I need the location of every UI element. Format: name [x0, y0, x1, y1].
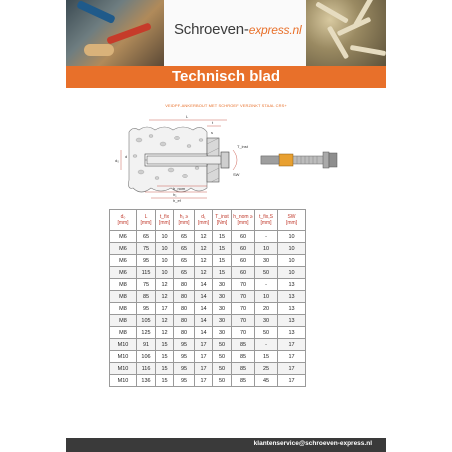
table-cell: 50: [255, 327, 278, 339]
table-cell: 10: [156, 255, 174, 267]
contact-email: klantenservice@schroeven-express.nl: [253, 440, 372, 447]
table-cell: 25: [255, 363, 278, 375]
table-cell: 10: [156, 231, 174, 243]
column-header: [255, 210, 278, 231]
table-cell: 106: [137, 351, 156, 363]
anchor-bolt-product-icon: [261, 152, 337, 168]
table-cell: 15: [213, 255, 232, 267]
table-cell: 30: [213, 279, 232, 291]
column-header: [278, 210, 306, 231]
table-cell: 17: [156, 303, 174, 315]
table-cell: 14: [195, 327, 213, 339]
table-cell: 65: [137, 231, 156, 243]
column-header-text: [mm]: [158, 220, 171, 226]
table-cell: 85: [137, 291, 156, 303]
table-cell: M10: [110, 363, 137, 375]
table-cell: 30: [255, 315, 278, 327]
dim-label-hnom: h_nom: [173, 186, 186, 191]
table-cell: -: [255, 339, 278, 351]
table-cell: M6: [110, 243, 137, 255]
table-cell: 50: [213, 339, 232, 351]
table-cell: 50: [213, 375, 232, 387]
column-header-text: t_fix: [159, 214, 170, 220]
table-cell: 95: [174, 339, 195, 351]
table-row: [110, 231, 306, 243]
table-cell: 15: [156, 339, 174, 351]
table-cell: M6: [110, 255, 137, 267]
column-header-text: T_inst: [215, 214, 229, 220]
table-cell: 105: [137, 315, 156, 327]
page-title: Technisch blad: [171, 68, 281, 85]
table-row: [110, 279, 306, 291]
table-cell: 15: [156, 351, 174, 363]
table-cell: 15: [255, 351, 278, 363]
table-cell: 65: [174, 267, 195, 279]
table-cell: 17: [195, 351, 213, 363]
dim-label-tinst: T_inst: [237, 144, 248, 149]
table-cell: 10: [278, 267, 306, 279]
table-cell: 12: [156, 291, 174, 303]
column-header-text: d₁: [201, 214, 206, 220]
table-cell: 70: [232, 327, 255, 339]
table-row: [110, 327, 306, 339]
table-cell: 17: [278, 363, 306, 375]
table-cell: 17: [278, 339, 306, 351]
table-row: [110, 291, 306, 303]
table-row: [110, 267, 306, 279]
column-header-text: h_nom ≥: [233, 214, 253, 220]
table-cell: 14: [195, 315, 213, 327]
table-cell: 60: [232, 267, 255, 279]
table-cell: 65: [174, 243, 195, 255]
table-cell: 10: [278, 255, 306, 267]
table-cell: 17: [195, 363, 213, 375]
table-row: [110, 351, 306, 363]
table-cell: 13: [278, 303, 306, 315]
table-cell: 30: [213, 291, 232, 303]
title-bar: [66, 66, 386, 88]
table-cell: M8: [110, 315, 137, 327]
column-header: [137, 210, 156, 231]
table-cell: 80: [174, 327, 195, 339]
table-cell: 17: [278, 351, 306, 363]
table-row: [110, 255, 306, 267]
table-cell: 20: [255, 303, 278, 315]
table-cell: 60: [232, 255, 255, 267]
table-cell: 10: [255, 291, 278, 303]
table-cell: 95: [174, 375, 195, 387]
column-header-text: [mm]: [140, 220, 152, 226]
footer-bar: [66, 438, 386, 452]
table-cell: 17: [195, 339, 213, 351]
header-photo-screws: [306, 0, 386, 66]
specification-table: [109, 209, 306, 387]
table-cell: 30: [255, 255, 278, 267]
table-cell: 30: [213, 303, 232, 315]
table-row: [110, 315, 306, 327]
column-header-text: [mm]: [285, 220, 298, 226]
table-cell: 13: [278, 327, 306, 339]
column-header-text: [mm]: [178, 220, 190, 226]
column-header-text: [mm]: [237, 220, 249, 226]
table-cell: -: [255, 279, 278, 291]
column-header: [213, 210, 232, 231]
brand-logo: Schroeven-express.nl: [174, 21, 302, 38]
table-cell: 13: [278, 279, 306, 291]
table-cell: 85: [232, 363, 255, 375]
table-row: [110, 363, 306, 375]
table-cell: M10: [110, 351, 137, 363]
column-header-text: L: [144, 214, 148, 220]
table-cell: 12: [156, 279, 174, 291]
table-cell: 136: [137, 375, 156, 387]
table-cell: 75: [137, 279, 156, 291]
table-row: [110, 243, 306, 255]
table-cell: 15: [213, 267, 232, 279]
table-row: [110, 375, 306, 387]
table-cell: 14: [195, 291, 213, 303]
table-cell: 85: [232, 375, 255, 387]
column-header-text: [mm]: [117, 220, 129, 226]
table-cell: 12: [156, 327, 174, 339]
dim-label-s: s: [211, 130, 213, 135]
table-cell: 10: [278, 231, 306, 243]
table-cell: 95: [174, 351, 195, 363]
table-cell: 75: [137, 243, 156, 255]
dim-label-sw: SW: [233, 172, 240, 177]
table-cell: 70: [232, 303, 255, 315]
table-cell: 13: [278, 291, 306, 303]
table-row: [110, 303, 306, 315]
header-banner: [66, 0, 386, 66]
table-cell: 14: [195, 303, 213, 315]
table-cell: 50: [213, 363, 232, 375]
table-cell: 80: [174, 279, 195, 291]
table-cell: 95: [137, 303, 156, 315]
table-cell: 10: [255, 243, 278, 255]
table-cell: 70: [232, 315, 255, 327]
table-cell: 125: [137, 327, 156, 339]
table-row: [110, 339, 306, 351]
column-header-text: [Nm]: [216, 220, 228, 226]
table-cell: -: [255, 231, 278, 243]
table-cell: 60: [232, 231, 255, 243]
table-cell: 15: [213, 243, 232, 255]
table-cell: 45: [255, 375, 278, 387]
column-header-text: t_fix,S: [259, 214, 273, 220]
table-cell: 95: [174, 363, 195, 375]
table-cell: 10: [278, 243, 306, 255]
column-header-text: [mm]: [260, 220, 272, 226]
table-cell: 80: [174, 315, 195, 327]
table-cell: 13: [278, 315, 306, 327]
dim-label-d0: d₀: [115, 158, 119, 163]
table-cell: 95: [137, 255, 156, 267]
table-cell: 14: [195, 279, 213, 291]
table-cell: 17: [278, 375, 306, 387]
dim-label-h1: h₁: [173, 192, 177, 197]
column-header-text: SW: [287, 214, 296, 220]
table-cell: 12: [156, 315, 174, 327]
column-header: [232, 210, 255, 231]
dim-label-hef: h_ef: [173, 198, 181, 203]
column-header-text: [mm]: [197, 220, 210, 226]
table-cell: M10: [110, 375, 137, 387]
column-header: [174, 210, 195, 231]
table-cell: 80: [174, 303, 195, 315]
dim-label-L: L: [186, 114, 189, 119]
table-cell: 85: [232, 351, 255, 363]
table-cell: 12: [195, 267, 213, 279]
table-cell: 60: [232, 243, 255, 255]
table-cell: 85: [232, 339, 255, 351]
table-cell: 65: [174, 231, 195, 243]
table-cell: 70: [232, 291, 255, 303]
table-cell: 10: [156, 267, 174, 279]
table-cell: 10: [156, 243, 174, 255]
column-header-text: h₁ ≥: [179, 214, 189, 220]
table-cell: 70: [232, 279, 255, 291]
table-header-row: [110, 210, 306, 231]
table-cell: 12: [195, 243, 213, 255]
table-cell: M8: [110, 303, 137, 315]
table-cell: M6: [110, 267, 137, 279]
table-cell: 12: [195, 255, 213, 267]
dim-label-d: d: [125, 154, 128, 159]
table-cell: 30: [213, 315, 232, 327]
table-cell: 15: [156, 363, 174, 375]
table-cell: 12: [195, 231, 213, 243]
table-cell: M8: [110, 279, 137, 291]
table-cell: 65: [174, 255, 195, 267]
table-cell: 50: [255, 267, 278, 279]
table-cell: M8: [110, 291, 137, 303]
dim-label-t: t: [212, 120, 214, 125]
table-cell: 15: [213, 231, 232, 243]
table-cell: 80: [174, 291, 195, 303]
table-cell: M8: [110, 327, 137, 339]
column-header: [156, 210, 174, 231]
product-subtitle: VEIDPF-ANKERBOUT MET SCHROEF VERZINKT STAAL CRS+: [165, 103, 287, 108]
document-page: [66, 0, 386, 452]
header-photo-tools: [66, 0, 164, 66]
table-cell: 50: [213, 351, 232, 363]
table-cell: 116: [137, 363, 156, 375]
table-cell: M6: [110, 231, 137, 243]
table-cell: 91: [137, 339, 156, 351]
table-cell: 30: [213, 327, 232, 339]
table-cell: M10: [110, 339, 137, 351]
anchor-bolt-diagram: [111, 110, 346, 205]
table-cell: 115: [137, 267, 156, 279]
column-header-text: d₀: [120, 214, 126, 220]
column-header: [195, 210, 213, 231]
column-header: [110, 210, 137, 231]
table-cell: 17: [195, 375, 213, 387]
table-cell: 15: [156, 375, 174, 387]
